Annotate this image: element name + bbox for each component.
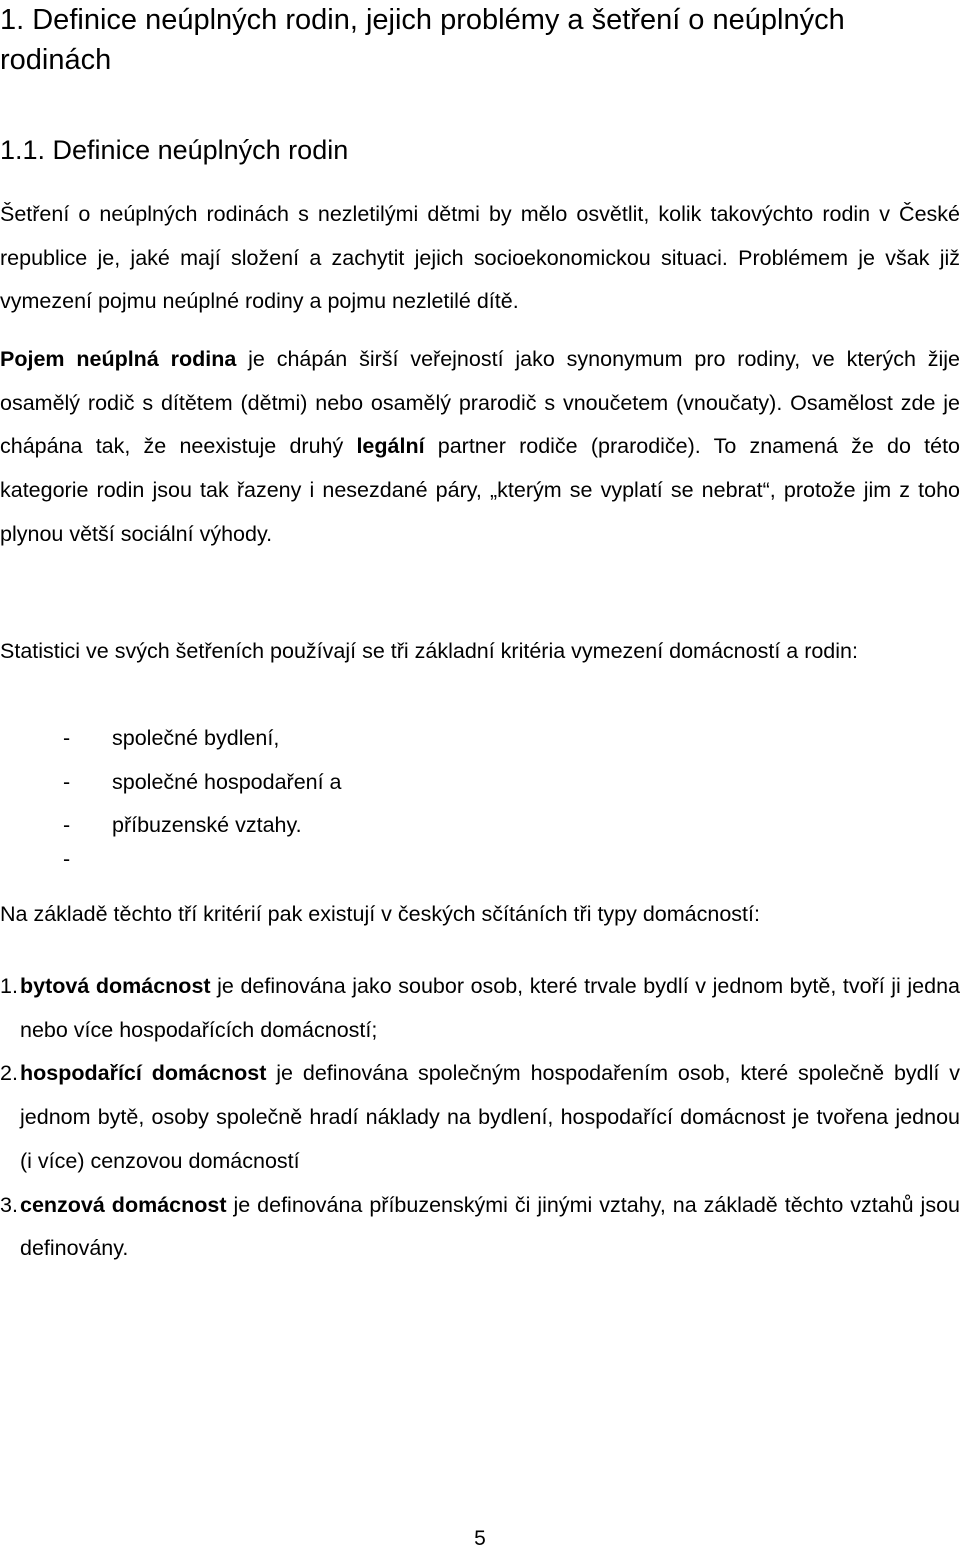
list-item xyxy=(63,717,863,761)
dash-bullet: - xyxy=(63,726,71,750)
household-definition: je definována společným hospodařením osob, které společně bydlí v jednom bytě, osoby společně hradí náklady na bydlení, hospodařící domácnost je tvořena jednou (i více) cenzovou domácností xyxy=(20,1061,960,1173)
list-item xyxy=(63,761,863,805)
item-number: 2. xyxy=(0,1061,18,1086)
household-term: hospodařící domácnost xyxy=(20,1061,267,1086)
list-item xyxy=(0,1052,960,1183)
list-item xyxy=(0,1184,960,1271)
term-bold-legal: legální xyxy=(356,434,425,459)
list-item xyxy=(63,804,863,848)
criteria-item-text: společné hospodaření a xyxy=(112,769,342,794)
definition-text-b: partner rodiče (prarodiče). To znamená že do této kategorie rodin jsou tak řazeny i nesezdané páry, „kterým se vyplatí se nebrat“, protože jim z toho plynou větší sociální výhody. xyxy=(0,434,960,546)
list-item xyxy=(0,965,960,1052)
dash-bullet: - xyxy=(63,769,71,794)
criteria-item-text: společné bydlení, xyxy=(112,726,280,750)
definition-paragraph xyxy=(0,338,960,557)
criteria-item-text: příbuzenské vztahy. xyxy=(112,813,302,838)
section-heading: 1.1. Definice neúplných rodin xyxy=(0,135,349,165)
dash-bullet: - xyxy=(63,813,71,838)
household-types-list xyxy=(0,965,960,1271)
household-term: bytová domácnost xyxy=(20,974,211,998)
chapter-heading: 1. Definice neúplných rodin, jejich problémy a šetření o neúplných rodinách xyxy=(0,4,845,76)
page-number: 5 xyxy=(474,1527,486,1550)
term-bold-lead: Pojem neúplná rodina xyxy=(0,347,237,371)
household-definition: je definována příbuzenskými či jinými vztahy, na základě těchto vztahů jsou definovány. xyxy=(20,1192,960,1261)
definition-text-a: je chápán širší veřejností jako synonymum pro rodiny, ve kterých žije osamělý rodič s dítětem (dětmi) nebo osamělý prarodič s vnoučetem (vnoučaty). Osamělost zde je chápána tak, že neexistuje druhý xyxy=(0,347,960,459)
criteria-intro-paragraph: Statistici ve svých šetřeních používají se tři základní kritéria vymezení domácností a rodin: xyxy=(0,639,858,663)
item-number: 1. xyxy=(0,974,18,998)
household-term: cenzová domácnost xyxy=(20,1192,227,1217)
item-number: 3. xyxy=(0,1192,18,1217)
criteria-list xyxy=(63,717,863,848)
empty-dash-bullet: - xyxy=(63,847,71,871)
household-types-intro: Na základě těchto tří kritérií pak existují v českých sčítáních tři typy domácností: xyxy=(0,902,760,926)
intro-paragraph: Šetření o neúplných rodinách s nezletilými dětmi by mělo osvětlit, kolik takovýchto rodin v České republice je, jaké mají složení a zachytit jejich socioekonomickou situaci. Problémem je však již vymezení pojmu neúplné rodiny a pojmu nezletilé dítě. xyxy=(0,202,960,314)
household-definition: je definována jako soubor osob, které trvale bydlí v jednom bytě, tvoří ji jedna nebo více hospodařících domácností; xyxy=(20,974,960,1042)
